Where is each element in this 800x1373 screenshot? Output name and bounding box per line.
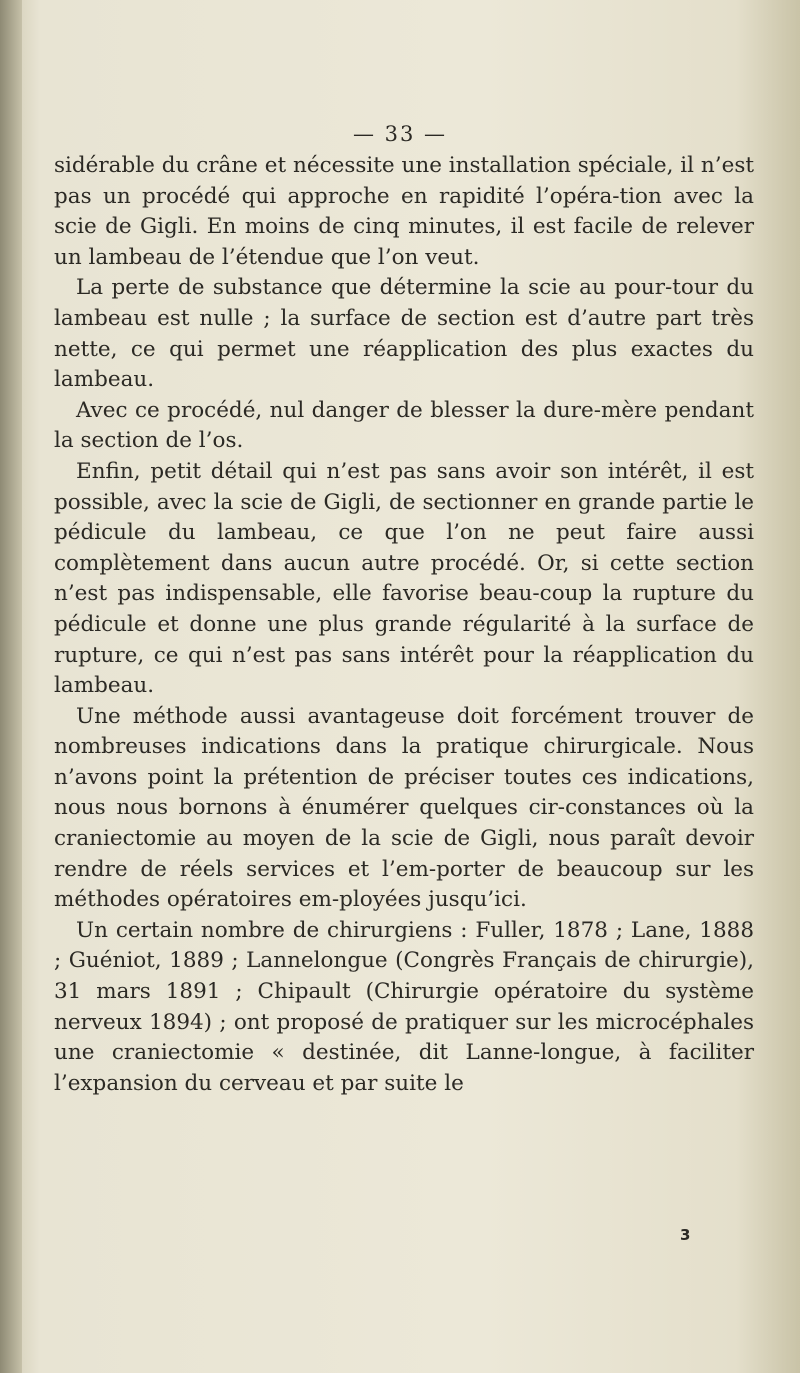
signature-mark: 3 — [680, 1226, 691, 1244]
paragraph: sidérable du crâne et nécessite une installation spéciale, il n’est pas un procédé qui approche en rapidité l’opéra-tion avec la scie de Gigli. En moins de cinq minutes, il est facile de relever un lambeau de l’étendue que l’on veut. — [54, 153, 754, 270]
page-number: — 33 — — [352, 122, 448, 146]
body-text — [54, 151, 754, 1099]
paragraph: Avec ce procédé, nul danger de blesser la dure-mère pendant la section de l’os. — [54, 397, 754, 454]
paragraph: La perte de substance que détermine la scie au pour-tour du lambeau est nulle ; la surface de section est d’autre part très nette, ce qui permet une réapplication des plus exactes du lambeau. — [54, 275, 754, 393]
page-gutter-shadow — [0, 0, 22, 1373]
paragraph: Enfin, petit détail qui n’est pas sans avoir son intérêt, il est possible, avec la scie de Gigli, de sectionner en grande partie le pédicule du lambeau, ce que l’on ne peut faire aussi complètement dans aucun autre procédé. Or, si cette section n’est pas indispensable, elle favorise beau-coup la rupture du pédicule et donne une plus grande régularité à la surface de rupture, ce qui n’est pas sans intérêt pour la réapplication du lambeau. — [54, 458, 754, 699]
paragraph: Une méthode aussi avantageuse doit forcément trouver de nombreuses indications dans la pratique chirurgicale. Nous n’avons point la prétention de préciser toutes ces indications, nous nous bornons à énumérer quelques cir-constances où la craniectomie au moyen de la scie de Gigli, nous paraît devoir rendre de réels services et l’em-porter de beaucoup sur les méthodes opératoires em-ployées jusqu’ici. — [54, 703, 754, 913]
paragraph: Un certain nombre de chirurgiens : Fuller, 1878 ; Lane, 1888 ; Guéniot, 1889 ; Lannelongue (Congrès Français de chirurgie), 31 mars 1891 ; Chipault (Chirurgie opératoire du système nerveux 1894) ; ont proposé de pratiquer sur les microcéphales une craniectomie « destinée, dit Lanne-longue, à faciliter l’expansion du cerveau et par suite le — [54, 917, 754, 1096]
